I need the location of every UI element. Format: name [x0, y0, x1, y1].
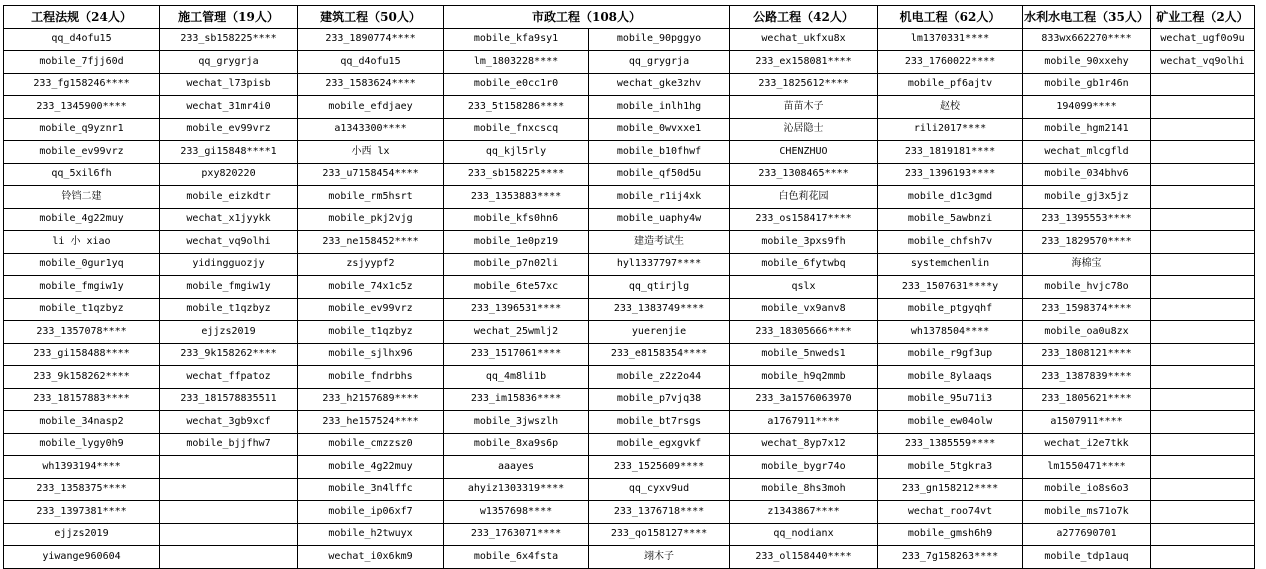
- table-row: [4, 366, 1255, 389]
- table-cell: mobile_5tgkra3: [878, 456, 1023, 479]
- table-cell: mobile_r9gf3up: [878, 343, 1023, 366]
- table-cell: mobile_95u71i3: [878, 388, 1023, 411]
- table-cell: wechat_roo74vt: [878, 501, 1023, 524]
- table-cell: 233_h2157689****: [298, 388, 444, 411]
- table-cell: 233_he157524****: [298, 411, 444, 434]
- table-cell: mobile_oa0u8zx: [1023, 321, 1151, 344]
- table-cell: mobile_rm5hsrt: [298, 186, 444, 209]
- table-cell: [1151, 73, 1255, 96]
- table-cell: systemchenlin: [878, 253, 1023, 276]
- table-cell: mobile_3n4lffc: [298, 478, 444, 501]
- table-cell: mobile_fnxcscq: [444, 118, 589, 141]
- table-body: [4, 28, 1255, 568]
- table-cell: wechat_mlcgfld: [1023, 141, 1151, 164]
- table-cell: 233_1345900****: [4, 96, 160, 119]
- table-cell: 233_1376718****: [589, 501, 730, 524]
- table-cell: qq_cyxv9ud: [589, 478, 730, 501]
- table-cell: 233_1358375****: [4, 478, 160, 501]
- table-cell: [160, 546, 298, 569]
- table-cell: 233_gi158488****: [4, 343, 160, 366]
- table-cell: 沁居隐士: [730, 118, 878, 141]
- table-cell: wh1378504****: [878, 321, 1023, 344]
- header-cell-municipal: 市政工程（108人）: [444, 6, 730, 29]
- table-cell: [1151, 343, 1255, 366]
- table-cell: wechat_8yp7x12: [730, 433, 878, 456]
- table-cell: 233_18157883****: [4, 388, 160, 411]
- table-cell: yidingguozjy: [160, 253, 298, 276]
- table-cell: mobile_b10fhwf: [589, 141, 730, 164]
- table-cell: wechat_31mr4i0: [160, 96, 298, 119]
- table-cell: z1343867****: [730, 501, 878, 524]
- table-cell: mobile_io8s6o3: [1023, 478, 1151, 501]
- header-cell-mechanical: 机电工程（62人）: [878, 6, 1023, 29]
- table-cell: mobile_h2twuyx: [298, 523, 444, 546]
- table-row: [4, 186, 1255, 209]
- table-cell: wechat_i0x6km9: [298, 546, 444, 569]
- table-cell: mobile_ip06xf7: [298, 501, 444, 524]
- table-cell: mobile_bjjfhw7: [160, 433, 298, 456]
- table-cell: a1767911****: [730, 411, 878, 434]
- table-cell: ejjzs2019: [4, 523, 160, 546]
- table-cell: 233_3a1576063970: [730, 388, 878, 411]
- table-cell: 233_5t158286****: [444, 96, 589, 119]
- table-cell: 233_1395553****: [1023, 208, 1151, 231]
- table-cell: 233_ne158452****: [298, 231, 444, 254]
- table-cell: qq_d4ofu15: [298, 51, 444, 74]
- table-cell: 233_1507631****y: [878, 276, 1023, 299]
- table-cell: 233_1308465****: [730, 163, 878, 186]
- table-cell: 833wx662270****: [1023, 28, 1151, 51]
- table-cell: mobile_4g22muy: [4, 208, 160, 231]
- table-cell: mobile_fmgiw1y: [4, 276, 160, 299]
- table-cell: mobile_t1qzbyz: [298, 321, 444, 344]
- table-cell: 233_1819181****: [878, 141, 1023, 164]
- table-cell: mobile_p7n02li: [444, 253, 589, 276]
- table-cell: wechat_25wmlj2: [444, 321, 589, 344]
- table-cell: qq_kjl5rly: [444, 141, 589, 164]
- table-cell: 233_9k158262****: [4, 366, 160, 389]
- table-cell: 233_1385559****: [878, 433, 1023, 456]
- header-cell-water: 水利水电工程（35人）: [1023, 6, 1151, 29]
- table-cell: mobile_6x4fsta: [444, 546, 589, 569]
- table-cell: 小西 lx: [298, 141, 444, 164]
- table-cell: li 小 xiao: [4, 231, 160, 254]
- table-cell: [1151, 456, 1255, 479]
- table-row: [4, 298, 1255, 321]
- table-cell: mobile_ev99vrz: [160, 118, 298, 141]
- table-cell: wechat_3gb9xcf: [160, 411, 298, 434]
- table-cell: [160, 523, 298, 546]
- table-cell: mobile_7fjj60d: [4, 51, 160, 74]
- table-row: [4, 321, 1255, 344]
- table-cell: ejjzs2019: [160, 321, 298, 344]
- table-cell: mobile_r1ij4xk: [589, 186, 730, 209]
- table-cell: mobile_d1c3gmd: [878, 186, 1023, 209]
- table-cell: [1151, 523, 1255, 546]
- table-cell: [1151, 433, 1255, 456]
- table-cell: 233_1357078****: [4, 321, 160, 344]
- header-cell-highway: 公路工程（42人）: [730, 6, 878, 29]
- table-cell: 233_9k158262****: [160, 343, 298, 366]
- table-cell: mobile_bt7rsgs: [589, 411, 730, 434]
- table-cell: 233_7g158263****: [878, 546, 1023, 569]
- table-cell: qq_qtirjlg: [589, 276, 730, 299]
- table-cell: mobile_lygy0h9: [4, 433, 160, 456]
- table-cell: zsjyypf2: [298, 253, 444, 276]
- table-cell: [1151, 298, 1255, 321]
- table-row: [4, 276, 1255, 299]
- table-cell: [1151, 186, 1255, 209]
- table-cell: mobile_gj3x5jz: [1023, 186, 1151, 209]
- table-cell: 233_1387839****: [1023, 366, 1151, 389]
- table-cell: 翊木子: [589, 546, 730, 569]
- table-cell: 233_18305666****: [730, 321, 878, 344]
- table-cell: mobile_e0cc1r0: [444, 73, 589, 96]
- table-row: [4, 501, 1255, 524]
- table-cell: 233_1525609****: [589, 456, 730, 479]
- table-cell: mobile_ev99vrz: [298, 298, 444, 321]
- table-cell: mobile_sjlhx96: [298, 343, 444, 366]
- table-cell: 233_1517061****: [444, 343, 589, 366]
- table-cell: qq_4m8li1b: [444, 366, 589, 389]
- table-cell: 233_gi15848****1: [160, 141, 298, 164]
- table-cell: wechat_vq9olhi: [160, 231, 298, 254]
- table-cell: mobile_6te57xc: [444, 276, 589, 299]
- table-cell: CHENZHUO: [730, 141, 878, 164]
- table-cell: [160, 501, 298, 524]
- table-cell: 233_181578835511: [160, 388, 298, 411]
- table-cell: mobile_3jwszlh: [444, 411, 589, 434]
- table-cell: 233_1829570****: [1023, 231, 1151, 254]
- table-cell: mobile_eizkdtr: [160, 186, 298, 209]
- table-cell: [1151, 231, 1255, 254]
- table-cell: mobile_q9yznr1: [4, 118, 160, 141]
- table-cell: mobile_ew04olw: [878, 411, 1023, 434]
- user-table: [3, 5, 1255, 569]
- table-cell: mobile_z2z2o44: [589, 366, 730, 389]
- table-cell: 233_1763071****: [444, 523, 589, 546]
- table-cell: 233_u7158454****: [298, 163, 444, 186]
- table-cell: mobile_t1qzbyz: [160, 298, 298, 321]
- table-cell: 233_e8158354****: [589, 343, 730, 366]
- table-cell: 233_os158417****: [730, 208, 878, 231]
- table-row: [4, 163, 1255, 186]
- table-cell: [1151, 276, 1255, 299]
- table-cell: 233_1598374****: [1023, 298, 1151, 321]
- table-cell: wh1393194****: [4, 456, 160, 479]
- table-cell: 233_fg158246****: [4, 73, 160, 96]
- table-cell: mobile_0gur1yq: [4, 253, 160, 276]
- table-cell: mobile_90xxehy: [1023, 51, 1151, 74]
- table-row: [4, 73, 1255, 96]
- table-cell: mobile_5awbnzi: [878, 208, 1023, 231]
- table-row: [4, 546, 1255, 569]
- table-row: [4, 96, 1255, 119]
- table-cell: ahyiz1303319****: [444, 478, 589, 501]
- table-cell: 233_1890774****: [298, 28, 444, 51]
- table-cell: yuerenjie: [589, 321, 730, 344]
- table-cell: 233_im15836****: [444, 388, 589, 411]
- table-row: [4, 478, 1255, 501]
- table-cell: qq_grygrja: [160, 51, 298, 74]
- table-cell: 233_1805621****: [1023, 388, 1151, 411]
- header-row: [4, 6, 1255, 29]
- table-cell: mobile_gb1r46n: [1023, 73, 1151, 96]
- table-cell: [1151, 321, 1255, 344]
- table-cell: mobile_egxgvkf: [589, 433, 730, 456]
- table-row: [4, 118, 1255, 141]
- table-cell: 233_gn158212****: [878, 478, 1023, 501]
- table-cell: 233_1396193****: [878, 163, 1023, 186]
- table-cell: 233_ex158081****: [730, 51, 878, 74]
- table-cell: 233_ol158440****: [730, 546, 878, 569]
- table-cell: mobile_pkj2vjg: [298, 208, 444, 231]
- header-cell-management: 施工管理（19人）: [160, 6, 298, 29]
- table-cell: [1151, 208, 1255, 231]
- table-cell: mobile_ms71o7k: [1023, 501, 1151, 524]
- table-cell: yiwange960604: [4, 546, 160, 569]
- table-cell: qq_d4ofu15: [4, 28, 160, 51]
- table-cell: mobile_chfsh7v: [878, 231, 1023, 254]
- table-cell: wechat_ukfxu8x: [730, 28, 878, 51]
- table-cell: a277690701: [1023, 523, 1151, 546]
- table-cell: rili2017****: [878, 118, 1023, 141]
- table-cell: 233_1583624****: [298, 73, 444, 96]
- table-cell: 233_1760022****: [878, 51, 1023, 74]
- table-cell: 233_qo158127****: [589, 523, 730, 546]
- table-cell: wechat_i2e7tkk: [1023, 433, 1151, 456]
- table-cell: hyl1337797****: [589, 253, 730, 276]
- table-cell: [1151, 546, 1255, 569]
- table-row: [4, 411, 1255, 434]
- table-cell: mobile_uaphy4w: [589, 208, 730, 231]
- table-cell: mobile_34nasp2: [4, 411, 160, 434]
- table-cell: 233_sb158225****: [444, 163, 589, 186]
- table-cell: [160, 478, 298, 501]
- table-cell: qq_nodianx: [730, 523, 878, 546]
- table-cell: mobile_fmgiw1y: [160, 276, 298, 299]
- table-cell: 赵校: [878, 96, 1023, 119]
- table-cell: mobile_ev99vrz: [4, 141, 160, 164]
- table-cell: mobile_tdp1auq: [1023, 546, 1151, 569]
- table-cell: [1151, 141, 1255, 164]
- table-cell: w1357698****: [444, 501, 589, 524]
- table-cell: mobile_vx9anv8: [730, 298, 878, 321]
- table-row: [4, 231, 1255, 254]
- table-row: [4, 51, 1255, 74]
- table-cell: wechat_vq9olhi: [1151, 51, 1255, 74]
- table-cell: mobile_h9q2mmb: [730, 366, 878, 389]
- table-cell: qslx: [730, 276, 878, 299]
- table-cell: a1343300****: [298, 118, 444, 141]
- table-cell: mobile_p7vjq38: [589, 388, 730, 411]
- table-row: [4, 456, 1255, 479]
- table-row: [4, 253, 1255, 276]
- table-cell: 233_1825612****: [730, 73, 878, 96]
- table-cell: 海棉宝: [1023, 253, 1151, 276]
- table-row: [4, 433, 1255, 456]
- table-cell: 233_sb158225****: [160, 28, 298, 51]
- header-cell-building: 建筑工程（50人）: [298, 6, 444, 29]
- table-row: [4, 343, 1255, 366]
- table-cell: 233_1808121****: [1023, 343, 1151, 366]
- table-cell: [1151, 478, 1255, 501]
- table-cell: wechat_x1jyykk: [160, 208, 298, 231]
- table-cell: [1151, 411, 1255, 434]
- table-cell: 233_1397381****: [4, 501, 160, 524]
- table-cell: mobile_hvjc78o: [1023, 276, 1151, 299]
- header-cell-law: 工程法规（24人）: [4, 6, 160, 29]
- table-cell: lm_1803228****: [444, 51, 589, 74]
- table-cell: mobile_pf6ajtv: [878, 73, 1023, 96]
- table-cell: mobile_cmzzsz0: [298, 433, 444, 456]
- table-cell: [1151, 253, 1255, 276]
- table-cell: mobile_hgm2141: [1023, 118, 1151, 141]
- table-cell: [1151, 366, 1255, 389]
- table-cell: [1151, 501, 1255, 524]
- table-cell: mobile_034bhv6: [1023, 163, 1151, 186]
- table-cell: mobile_kfa9sy1: [444, 28, 589, 51]
- table-row: [4, 208, 1255, 231]
- table-cell: 苗苗木子: [730, 96, 878, 119]
- table-cell: a1507911****: [1023, 411, 1151, 434]
- table-cell: mobile_inlh1hg: [589, 96, 730, 119]
- table-cell: qq_grygrja: [589, 51, 730, 74]
- table-row: [4, 28, 1255, 51]
- table-cell: 建造考试生: [589, 231, 730, 254]
- table-cell: qq_5xil6fh: [4, 163, 160, 186]
- table-cell: [1151, 96, 1255, 119]
- table-cell: mobile_qf50d5u: [589, 163, 730, 186]
- table-cell: mobile_3pxs9fh: [730, 231, 878, 254]
- table-cell: wechat_ugf0o9u: [1151, 28, 1255, 51]
- table-cell: mobile_bygr74o: [730, 456, 878, 479]
- table-cell: wechat_gke3zhv: [589, 73, 730, 96]
- table-cell: 233_1396531****: [444, 298, 589, 321]
- table-cell: wechat_l73pisb: [160, 73, 298, 96]
- table-cell: wechat_ffpatoz: [160, 366, 298, 389]
- table-row: [4, 523, 1255, 546]
- table-cell: pxy820220: [160, 163, 298, 186]
- table-cell: 铃铛二建: [4, 186, 160, 209]
- table-cell: [1151, 163, 1255, 186]
- table-cell: mobile_8hs3moh: [730, 478, 878, 501]
- table-row: [4, 141, 1255, 164]
- table-cell: mobile_90pggyo: [589, 28, 730, 51]
- table-cell: mobile_t1qzbyz: [4, 298, 160, 321]
- header-cell-mining: 矿业工程（2人）: [1151, 6, 1255, 29]
- table-cell: mobile_fndrbhs: [298, 366, 444, 389]
- table-cell: 233_1383749****: [589, 298, 730, 321]
- table-cell: mobile_0wvxxe1: [589, 118, 730, 141]
- table-cell: mobile_1e0pz19: [444, 231, 589, 254]
- table-cell: mobile_5nweds1: [730, 343, 878, 366]
- table-cell: mobile_6fytwbq: [730, 253, 878, 276]
- table-cell: mobile_ptgyqhf: [878, 298, 1023, 321]
- table-row: [4, 388, 1255, 411]
- table-cell: [1151, 118, 1255, 141]
- table-cell: 233_1353883****: [444, 186, 589, 209]
- table-cell: mobile_8xa9s6p: [444, 433, 589, 456]
- table-cell: mobile_4g22muy: [298, 456, 444, 479]
- table-cell: mobile_efdjaey: [298, 96, 444, 119]
- table-cell: mobile_8ylaaqs: [878, 366, 1023, 389]
- table-cell: aaayes: [444, 456, 589, 479]
- table-cell: [160, 456, 298, 479]
- table-cell: [1151, 388, 1255, 411]
- table-cell: 194099****: [1023, 96, 1151, 119]
- table-cell: lm1550471****: [1023, 456, 1151, 479]
- table-cell: lm1370331****: [878, 28, 1023, 51]
- table-cell: mobile_74x1c5z: [298, 276, 444, 299]
- table-cell: 白色莉花园: [730, 186, 878, 209]
- table-cell: mobile_kfs0hn6: [444, 208, 589, 231]
- table-cell: mobile_gmsh6h9: [878, 523, 1023, 546]
